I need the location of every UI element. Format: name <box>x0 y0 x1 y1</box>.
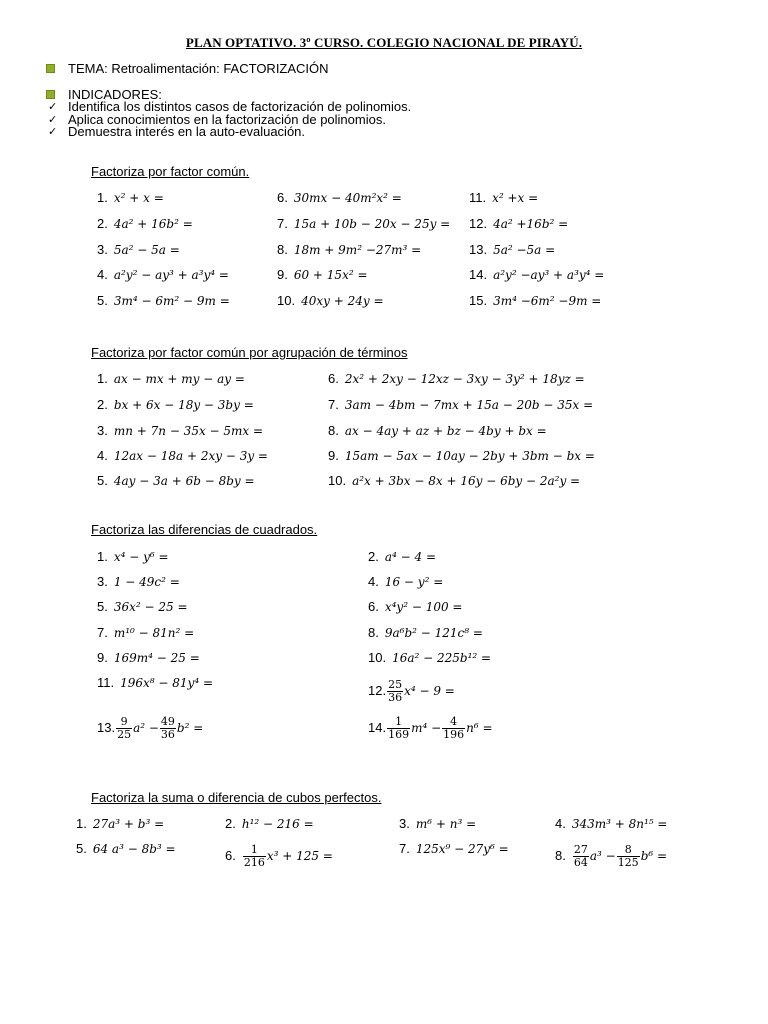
exercise-3-6: 6. x⁴y² − 100 = <box>368 599 463 614</box>
exercise-3-7: 7. m¹⁰ − 81n² = <box>97 625 195 640</box>
exercise-2-3: 3. mn + 7n − 35x − 5mx = <box>97 423 264 438</box>
section-title-agrupacion: Factoriza por factor común por agrupación de términos <box>91 345 408 360</box>
exercise-2-1: 1. ax − mx + my − ay = <box>97 371 245 386</box>
exercise-4-7: 7. 125x⁹ − 27y⁶ = <box>399 841 509 856</box>
exercise-1-11: 11. x² +x = <box>469 190 539 205</box>
exercise-4-8: 8. $\frac{27}{64}$ a³ − $\frac{8}{125}$ b⁶ = <box>555 843 668 869</box>
exercise-1-9: 9. 60 + 15x² = <box>277 267 368 282</box>
indicadores-label: INDICADORES: <box>68 87 162 102</box>
exercise-2-5: 5. 4ay − 3a + 6b − 8by = <box>97 473 255 488</box>
exercise-2-4: 4. 12ax − 18a + 2xy − 3y = <box>97 448 268 463</box>
exercise-3-8: 8. 9a⁶b² − 121c⁸ = <box>368 625 483 640</box>
exercise-2-6: 6. 2x² + 2xy − 12xz − 3xy − 3y² + 18yz = <box>328 371 585 386</box>
exercise-2-9: 9. 15am − 5ax − 10ay − 2by + 3bm − bx = <box>328 448 595 463</box>
exercise-1-12: 12. 4a² +16b² = <box>469 216 569 231</box>
tema-text: TEMA: Retroalimentación: FACTORIZACIÓN <box>68 61 329 76</box>
exercise-1-5: 5. 3m⁴ − 6m² − 9m = <box>97 293 230 308</box>
exercise-1-6: 6. 30mx − 40m²x² = <box>277 190 402 205</box>
exercise-3-11: 11. 196x⁸ − 81y⁴ = <box>97 675 214 690</box>
exercise-3-4: 4. 16 − y² = <box>368 574 444 589</box>
exercise-1-1: 1. x² + x = <box>97 190 164 205</box>
exercise-1-10: 10. 40xy + 24y = <box>277 293 384 308</box>
exercise-2-10: 10. a²x + 3bx − 8x + 16y − 6by − 2a²y = <box>328 473 581 488</box>
exercise-3-5: 5. 36x² − 25 = <box>97 599 188 614</box>
exercise-2-2: 2. bx + 6x − 18y − 3by = <box>97 397 254 412</box>
square-bullet-icon <box>46 90 55 99</box>
checkmark-icon: ✓ <box>48 112 58 126</box>
exercise-1-4: 4. a²y² − ay³ + a³y⁴ = <box>97 267 229 282</box>
exercise-4-3: 3. m⁶ + n³ = <box>399 816 477 831</box>
exercise-3-2: 2. a⁴ − 4 = <box>368 549 436 564</box>
exercise-1-2: 2. 4a² + 16b² = <box>97 216 193 231</box>
exercise-2-7: 7. 3am − 4bm − 7mx + 15a − 20b − 35x = <box>328 397 594 412</box>
exercise-1-13: 13. 5a² −5a = <box>469 242 556 257</box>
exercise-4-2: 2. h¹² − 216 = <box>225 816 314 831</box>
exercise-1-7: 7. 15a + 10b − 20x − 25y = <box>277 216 451 231</box>
exercise-3-14: 14. $\frac{1}{169}$ m⁴ − $\frac{4}{196}$ n⁶ = <box>368 715 493 741</box>
section-title-cubos-perfectos: Factoriza la suma o diferencia de cubos perfectos. <box>91 790 382 805</box>
exercise-1-8: 8. 18m + 9m² −27m³ = <box>277 242 422 257</box>
exercise-1-15: 15. 3m⁴ −6m² −9m = <box>469 293 602 308</box>
exercise-1-3: 3. 5a² − 5a = <box>97 242 180 257</box>
exercise-3-9: 9. 169m⁴ − 25 = <box>97 650 200 665</box>
checkmark-icon: ✓ <box>48 125 58 138</box>
square-bullet-icon <box>46 64 55 73</box>
exercise-4-4: 4. 343m³ + 8n¹⁵ = <box>555 816 668 831</box>
exercise-1-14: 14. a²y² −ay³ + a³y⁴ = <box>469 267 605 282</box>
exercise-4-6: 6. $\frac{1}{216}$ x³ + 125 = <box>225 843 333 869</box>
exercise-4-1: 1. 27a³ + b³ = <box>76 816 165 831</box>
exercise-3-12: 12. $\frac{25}{36}$ x⁴ − 9 = <box>368 678 455 704</box>
exercise-3-3: 3. 1 − 49c² = <box>97 574 180 589</box>
page-title: PLAN OPTATIVO. 3º CURSO. COLEGIO NACIONAL DE PIRAYÚ. <box>185 35 583 50</box>
exercise-2-8: 8. ax − 4ay + az + bz − 4by + bx = <box>328 423 547 438</box>
section-title-factor-comun: Factoriza por factor común. <box>91 164 250 179</box>
exercise-4-5: 5. 64 a³ − 8b³ = <box>76 841 176 856</box>
exercise-3-13: 13. $\frac{9}{25}$ a² − $\frac{49}{36}$ b² = <box>97 715 204 741</box>
checkmark-icon: ✓ <box>48 100 58 113</box>
exercise-3-10: 10. 16a² − 225b¹² = <box>368 650 492 665</box>
exercise-3-1: 1. x⁴ − y⁶ = <box>97 549 169 564</box>
section-title-diferencias-cuadrados: Factoriza las diferencias de cuadrados. <box>91 522 318 537</box>
